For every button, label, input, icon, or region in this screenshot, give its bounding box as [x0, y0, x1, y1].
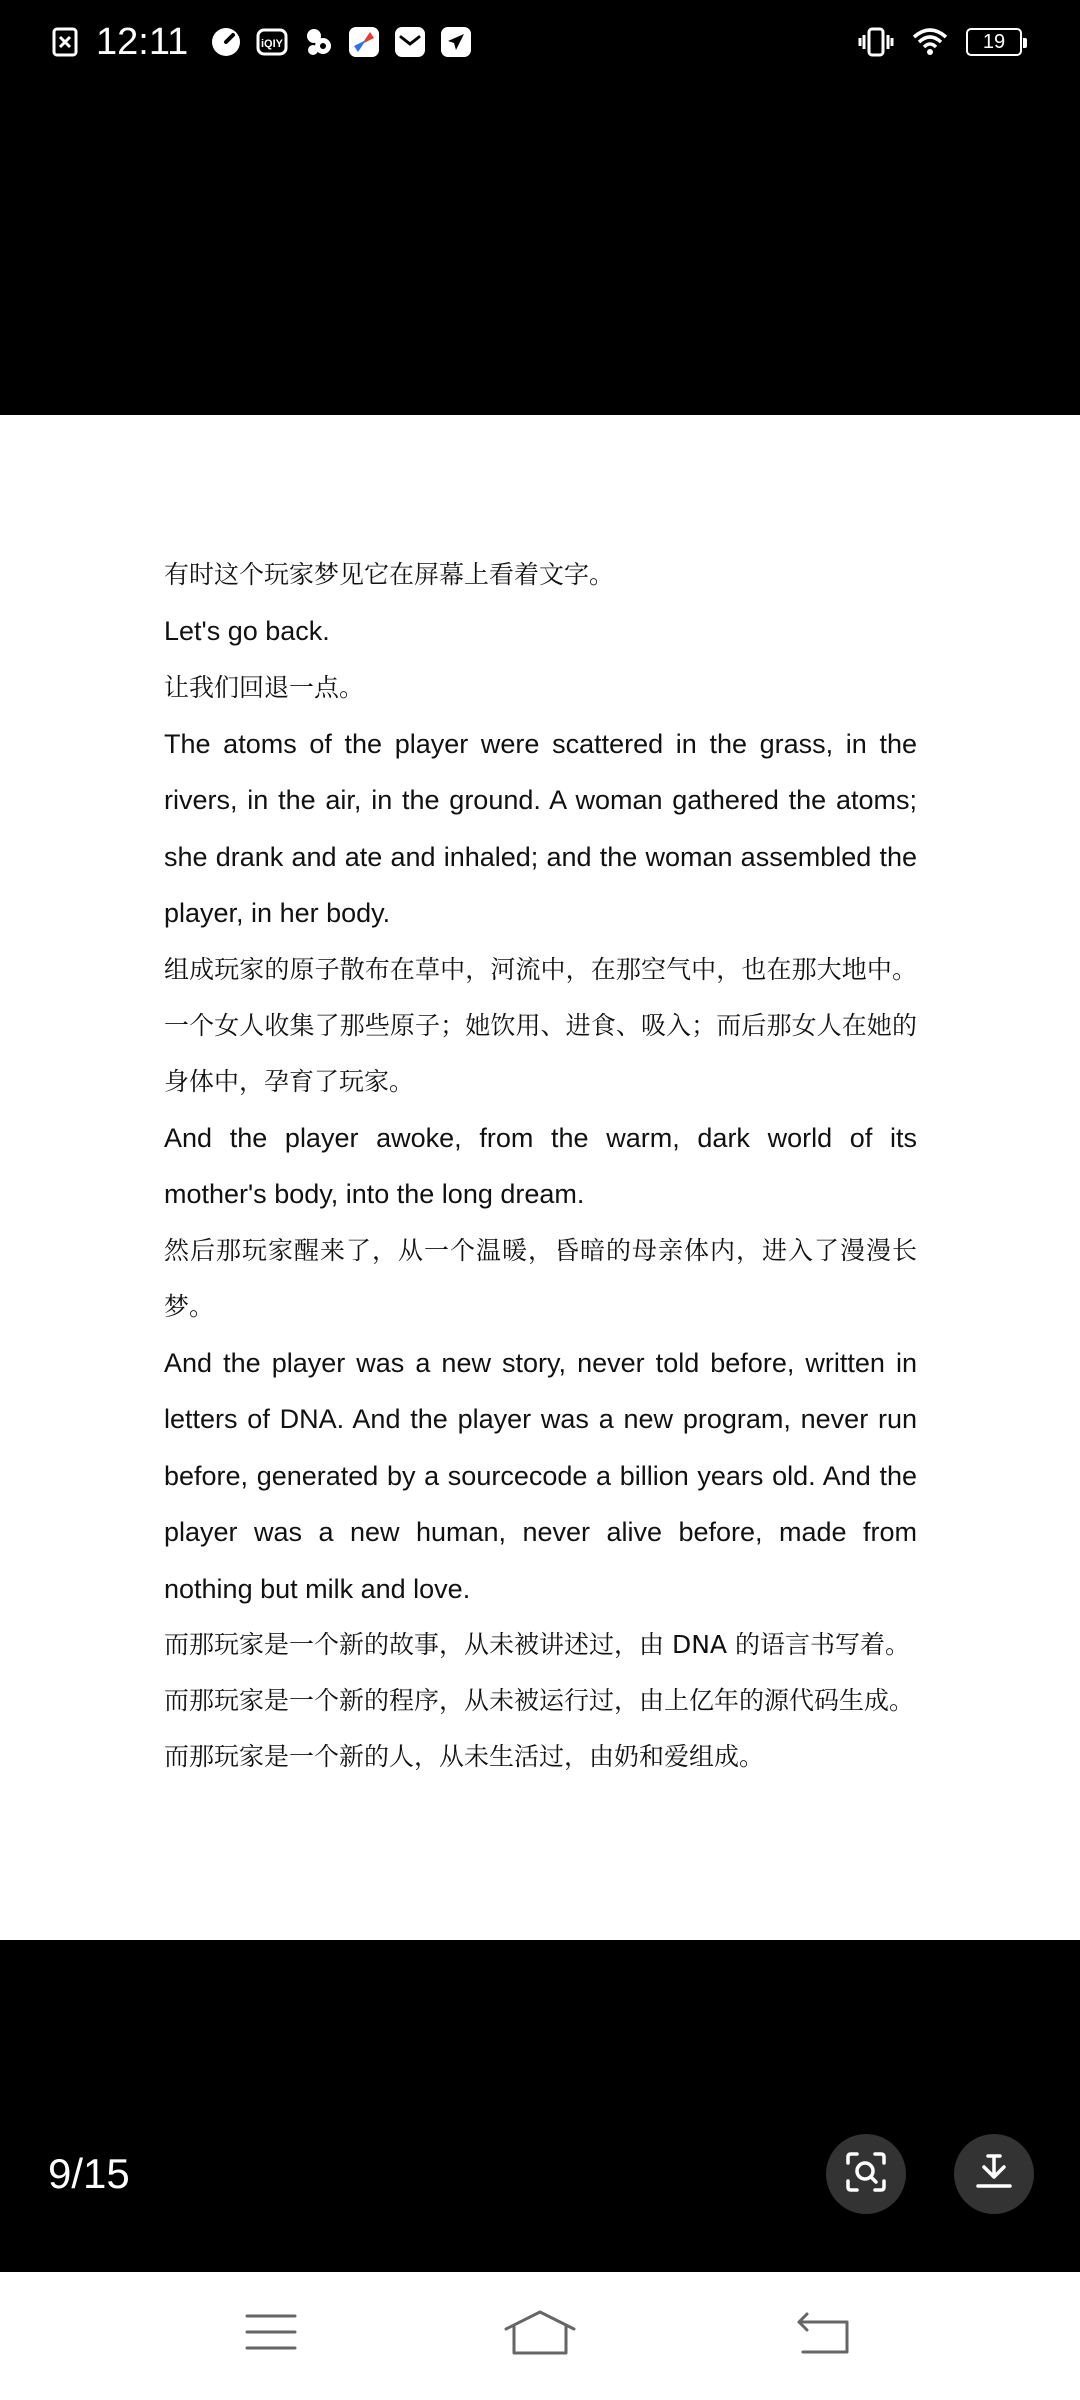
status-time: 12:11 — [96, 20, 189, 63]
paragraph: The atoms of the player were scattered in the grass, in the rivers, in the air, in the ground. A woman gathered the atoms; she drank and ate and inhaled; and the woman assembled the player, in her body. — [164, 728, 917, 928]
vibrate-icon — [858, 26, 894, 58]
menu-icon — [245, 2312, 297, 2356]
time-app-icon — [210, 26, 242, 58]
mail-app-icon — [394, 26, 426, 58]
download-icon — [972, 2150, 1016, 2198]
download-button[interactable] — [954, 2134, 1034, 2214]
image-search-icon — [844, 2150, 888, 2198]
paragraph: Let's go back. — [164, 616, 330, 646]
document-text — [164, 547, 917, 1785]
document-page[interactable] — [0, 415, 1080, 1940]
paragraph: 让我们回退一点。 — [164, 672, 365, 702]
navigation-bar — [0, 2272, 1080, 2400]
paragraph: 组成玩家的原子散布在草中，河流中，在那空气中，也在那大地中。一个女人收集了那些原子；她饮用、进食、吸入；而后那女人在她的身体中，孕育了玩家。 — [164, 954, 917, 1096]
close-box-icon — [52, 27, 78, 57]
image-search-button[interactable] — [826, 2134, 906, 2214]
home-button[interactable] — [495, 2302, 585, 2366]
paragraph: And the player awoke, from the warm, dark world of its mother's body, into the long dream. — [164, 1122, 917, 1209]
status-left — [52, 18, 472, 66]
wifi-icon — [912, 27, 948, 57]
battery-icon: 19 — [966, 28, 1022, 56]
paragraph: 然后那玩家醒来了，从一个温暖，昏暗的母亲体内，进入了漫漫长梦。 — [164, 1235, 917, 1321]
status-bar — [0, 0, 1080, 84]
home-icon — [504, 2309, 576, 2359]
paragraph: 而那玩家是一个新的人，从未生活过，由奶和爱组成。 — [164, 1742, 765, 1771]
page-counter: 9/15 — [48, 2150, 130, 2197]
paragraph: And the player was a new story, never told before, written in letters of DNA. And the player was a new program, never run before, generated by a sourcecode a billion years old. And the player was a new human, never alive before, made from nothing but milk and love. — [164, 1347, 917, 1604]
iqiyi-app-icon — [256, 26, 288, 58]
back-button[interactable] — [778, 2302, 868, 2366]
game-app-icon — [302, 26, 334, 58]
paragraph: 有时这个玩家梦见它在屏幕上看着文字。 — [164, 560, 615, 589]
menu-button[interactable] — [226, 2302, 316, 2366]
svg-text:iQIY: iQIY — [261, 38, 284, 50]
paragraph: 而那玩家是一个新的故事，从未被讲述过，由 DNA 的语言书写着。 — [164, 1630, 910, 1659]
back-icon — [795, 2310, 851, 2358]
send-app-icon — [440, 26, 472, 58]
status-right — [858, 18, 1022, 66]
compass-app-icon — [348, 26, 380, 58]
paragraph: 而那玩家是一个新的程序，从未被运行过，由上亿年的源代码生成。 — [164, 1686, 915, 1715]
